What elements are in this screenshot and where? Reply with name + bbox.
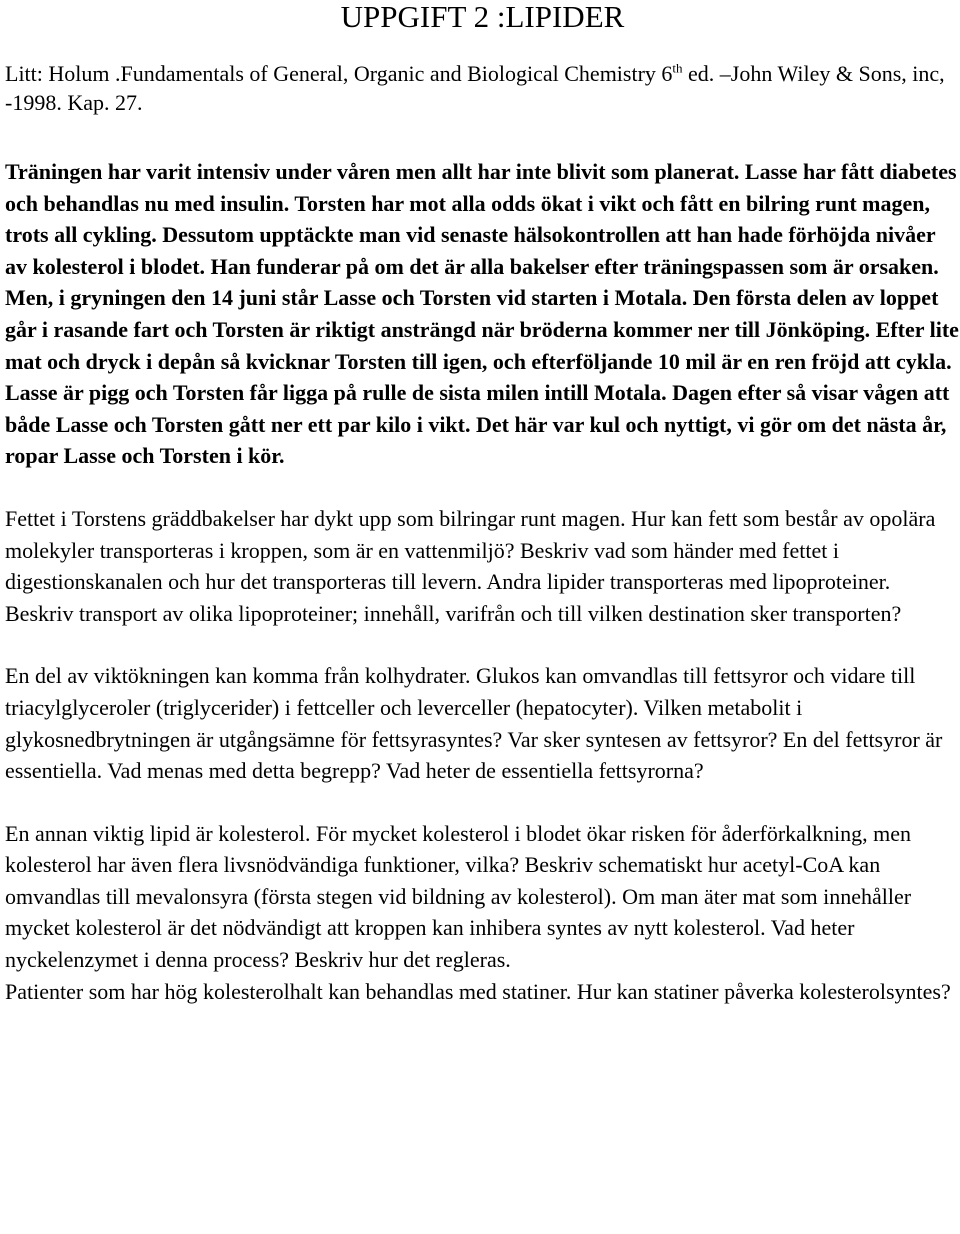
question-paragraph-statins: Patienter som har hög kolesterolhalt kan behandlas med statiner. Hur kan statiner påverka kolesterolsyntes? xyxy=(5,978,951,1004)
question-paragraph-cholesterol: En annan viktig lipid är kolesterol. För mycket kolesterol i blodet ökar risken för åderförkalkning, men kolesterol har även flera livsnödvändiga funktioner, vilka? Beskriv schematiskt hur acetyl-CoA kan omvandlas till mevalonsyra (första stegen vid bildning av kolesterol). Om man äter mat som innehåller mycket kolesterol är det nödvändigt att kroppen kan inhibera syntes av nytt kolesterol. Vad heter nyckelenzymet i denna process? Beskriv hur det regleras. xyxy=(5,820,912,973)
question-paragraph-fat-transport: Fettet i Torstens gräddbakelser har dykt upp som bilringar runt magen. Hur kan fett som består av opolära molekyler transporteras i kroppen, som är en vattenmiljö? Beskriv vad som händer med fettet i digestionskanalen och hur det transporteras till levern. Andra lipider transporteras med lipoproteiner. Beskriv transport av olika lipoproteiner; innehåll, varifrån och till vilken destination sker transporten? xyxy=(5,505,936,626)
question-paragraph-fatty-acid-synthesis: En del av viktökningen kan komma från kolhydrater. Glukos kan omvandlas till fettsyror och vidare till triacylglyceroler (triglycerider) i fettceller och leverceller (hepatocyter). Vilken metabolit i glykosnedbrytningen är utgångsämne för fettsyrasyntes? Var sker syntesen av fettsyror? En del fettsyror är essentiella. Vad menas med detta begrepp? Vad heter de essentiella fettsyrorna? xyxy=(5,663,943,784)
reference-text-continued: ed. –John Wiley & Sons, inc, -1998. Kap. 27. xyxy=(5,61,945,115)
literature-reference xyxy=(5,59,960,117)
reference-text: Litt: Holum .Fundamentals of General, Organic and Biological Chemistry 6 xyxy=(5,61,673,86)
page-title: UPPGIFT 2 :LIPIDER xyxy=(340,0,625,34)
reference-edition-superscript: th xyxy=(672,60,683,76)
document-page xyxy=(5,0,960,1007)
story-paragraph: Träningen har varit intensiv under våren men allt har inte blivit som planerat. Lasse har fått diabetes och behandlas nu med insulin. Torsten har mot alla odds ökat i vikt och fått en bilring runt magen, trots all cykling. Dessutom upptäckte man vid senaste hälsokontrollen att han hade förhöjda nivåer av kolesterol i blodet. Han funderar på om det är alla bakelser efter träningspassen som är orsaken. Men, i gryningen den 14 juni står Lasse och Torsten vid starten i Motala. Den första delen av loppet går i rasande fart och Torsten är riktigt ansträngd när bröderna kommer ner till Jönköping. Efter lite mat och dryck i depån så kvicknar Torsten till igen, och efterföljande 10 mil är en ren fröjd att cykla. Lasse är pigg och Torsten får ligga på rulle de sista milen intill Motala. Dagen efter så visar vågen att både Lasse och Torsten gått ner ett par kilo i vikt. Det här var kul och nyttigt, vi gör om det nästa år, ropar Lasse och Torsten i kör. xyxy=(5,159,959,469)
